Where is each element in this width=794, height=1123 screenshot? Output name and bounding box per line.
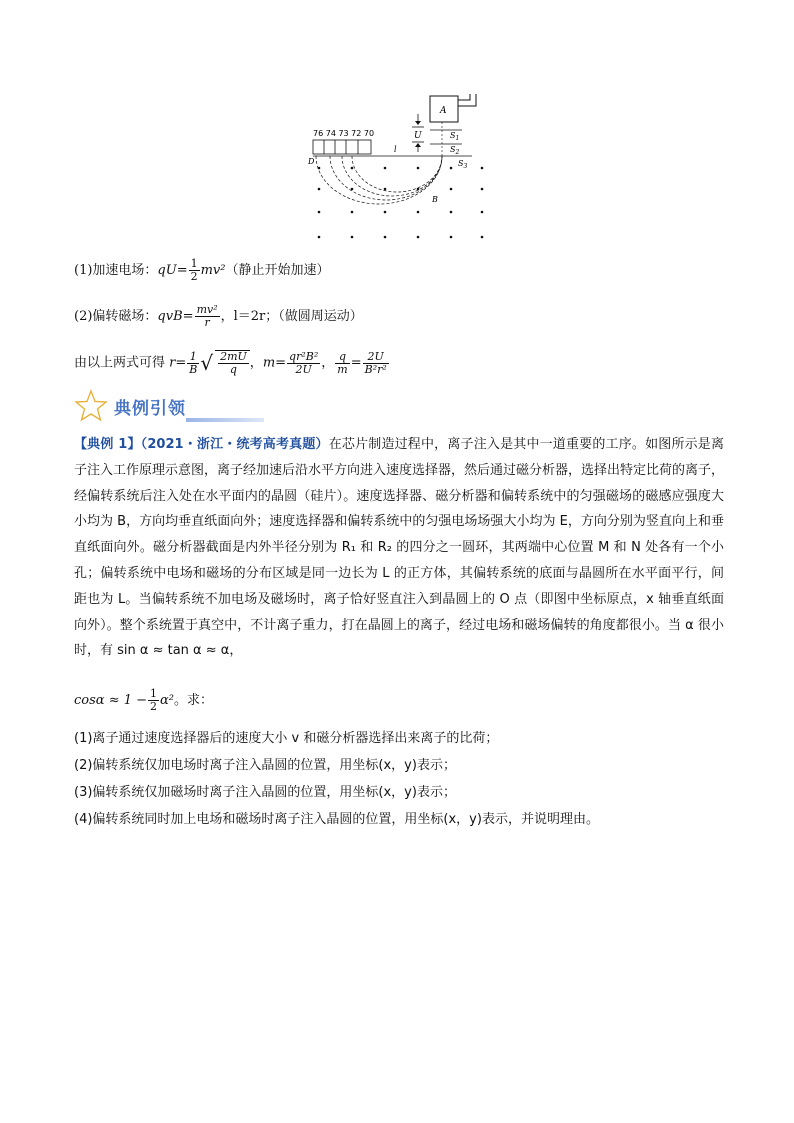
label-a: A: [440, 106, 447, 116]
mass-spectrometer-diagram: [300, 92, 500, 247]
formula1-fraction: $\frac{1}{2}$: [190, 257, 198, 283]
question-4: (4)偏转系统同时加上电场和磁场时离子注入晶圆的位置，用坐标(x，y)表示，并说明理由。: [74, 812, 599, 827]
question-2: (2)偏转系统仅加电场时离子注入晶圆的位置，用坐标(x，y)表示；: [74, 758, 456, 773]
formula2-rest: ，l＝2r；（做圆周运动）: [220, 309, 363, 324]
formula-deflection: [74, 304, 363, 329]
example-source: （2021・浙江・统考高考真题）: [140, 437, 329, 452]
formula3-prefix: 由以上两式可得: [74, 355, 170, 371]
scale-labels: 76 74 73 72 70: [313, 129, 375, 138]
formula1-lhs: qU: [157, 263, 177, 278]
formula1-note: （静止开始加速）: [225, 263, 330, 278]
example-body: 在芯片制造过程中，离子注入是其中一道重要的工序。如图所示是离子注入工作原理示意图，离子经加速后沿水平方向进入速度选择器，然后通过磁分析器，选择出特定比荷的离子，经偏转系统后注入处在水平面内的晶圆（硅片）。速度选择器、磁分析器和偏转系统中的匀强磁场的磁感应强度大小均为 B，方向均垂直纸面向外；速度选择器和偏转系统中的匀强电场场强大小均为 E，方向分别为竖直向上和垂直纸面向外。磁分析器截面是内外半径分别为 R₁ 和 R₂ 的四分之一圆环，其两端中心位置 M 和 N 处各有一个小孔；偏转系统中电场和磁场的分布区域是同一边长为 L 的正方体，其偏转系统的底面与晶圆所在水平面平行，间距也为 L。当偏转系统不加电场及磁场时，离子恰好竖直注入到晶圆上的 O 点（即图中坐标原点，x 轴垂直纸面向外）。整个系统置于真空中，不计离子重力，打在晶圆上的离子，经过电场和磁场偏转的角度都很小。当 α 很小时，有 sin α ≈ tan α ≈ α，: [74, 437, 725, 659]
formula1-eq: =: [176, 263, 188, 278]
formula1-rhs: mv²: [200, 263, 226, 278]
section-underline: [186, 418, 264, 422]
question-3: (3)偏转系统仅加磁场时离子注入晶圆的位置，用坐标(x，y)表示；: [74, 785, 456, 800]
label-s1: $S_1$: [450, 131, 460, 142]
example-tag: 【典例 1】: [74, 437, 141, 452]
label-l: l: [394, 145, 397, 154]
formula-acceleration: [74, 258, 330, 283]
approximation-formula: cosα ≈ 1 − $\frac{1}{2}$ α²。求：: [74, 687, 214, 713]
formula2-lhs: qvB: [157, 309, 183, 324]
formula2-prefix: (2)偏转磁场：: [74, 309, 158, 324]
example-paragraph: [74, 432, 724, 664]
star-icon: [74, 389, 108, 423]
label-s3: $S_3$: [458, 159, 468, 170]
section-title: 典例引领: [114, 398, 186, 419]
field-dots: [318, 167, 484, 239]
label-u: U: [414, 131, 422, 141]
label-s2: $S_2$: [450, 145, 460, 156]
label-d: D: [308, 157, 315, 166]
formula2-fraction: $\frac{\text{mv²}}{r}$: [196, 303, 218, 329]
section-header: [74, 388, 186, 424]
sqrt-symbol: √: [200, 351, 214, 375]
formula1-prefix: (1)加速电场：: [74, 263, 158, 278]
formula2-eq: =: [182, 309, 194, 324]
label-b: B: [432, 195, 438, 204]
formula-result: 由以上两式可得 r= $\frac{1}{B}$ √ $\frac{2mU}{q}$ ，m= $\frac{\text{qr²B²}}{2U}$ ， $\frac{q}{m}$ = $\frac{2U}{\text{B²r²}}$: [74, 349, 387, 376]
question-1: (1)离子通过速度选择器后的速度大小 v 和磁分析器选择出来离子的比荷；: [74, 731, 499, 746]
